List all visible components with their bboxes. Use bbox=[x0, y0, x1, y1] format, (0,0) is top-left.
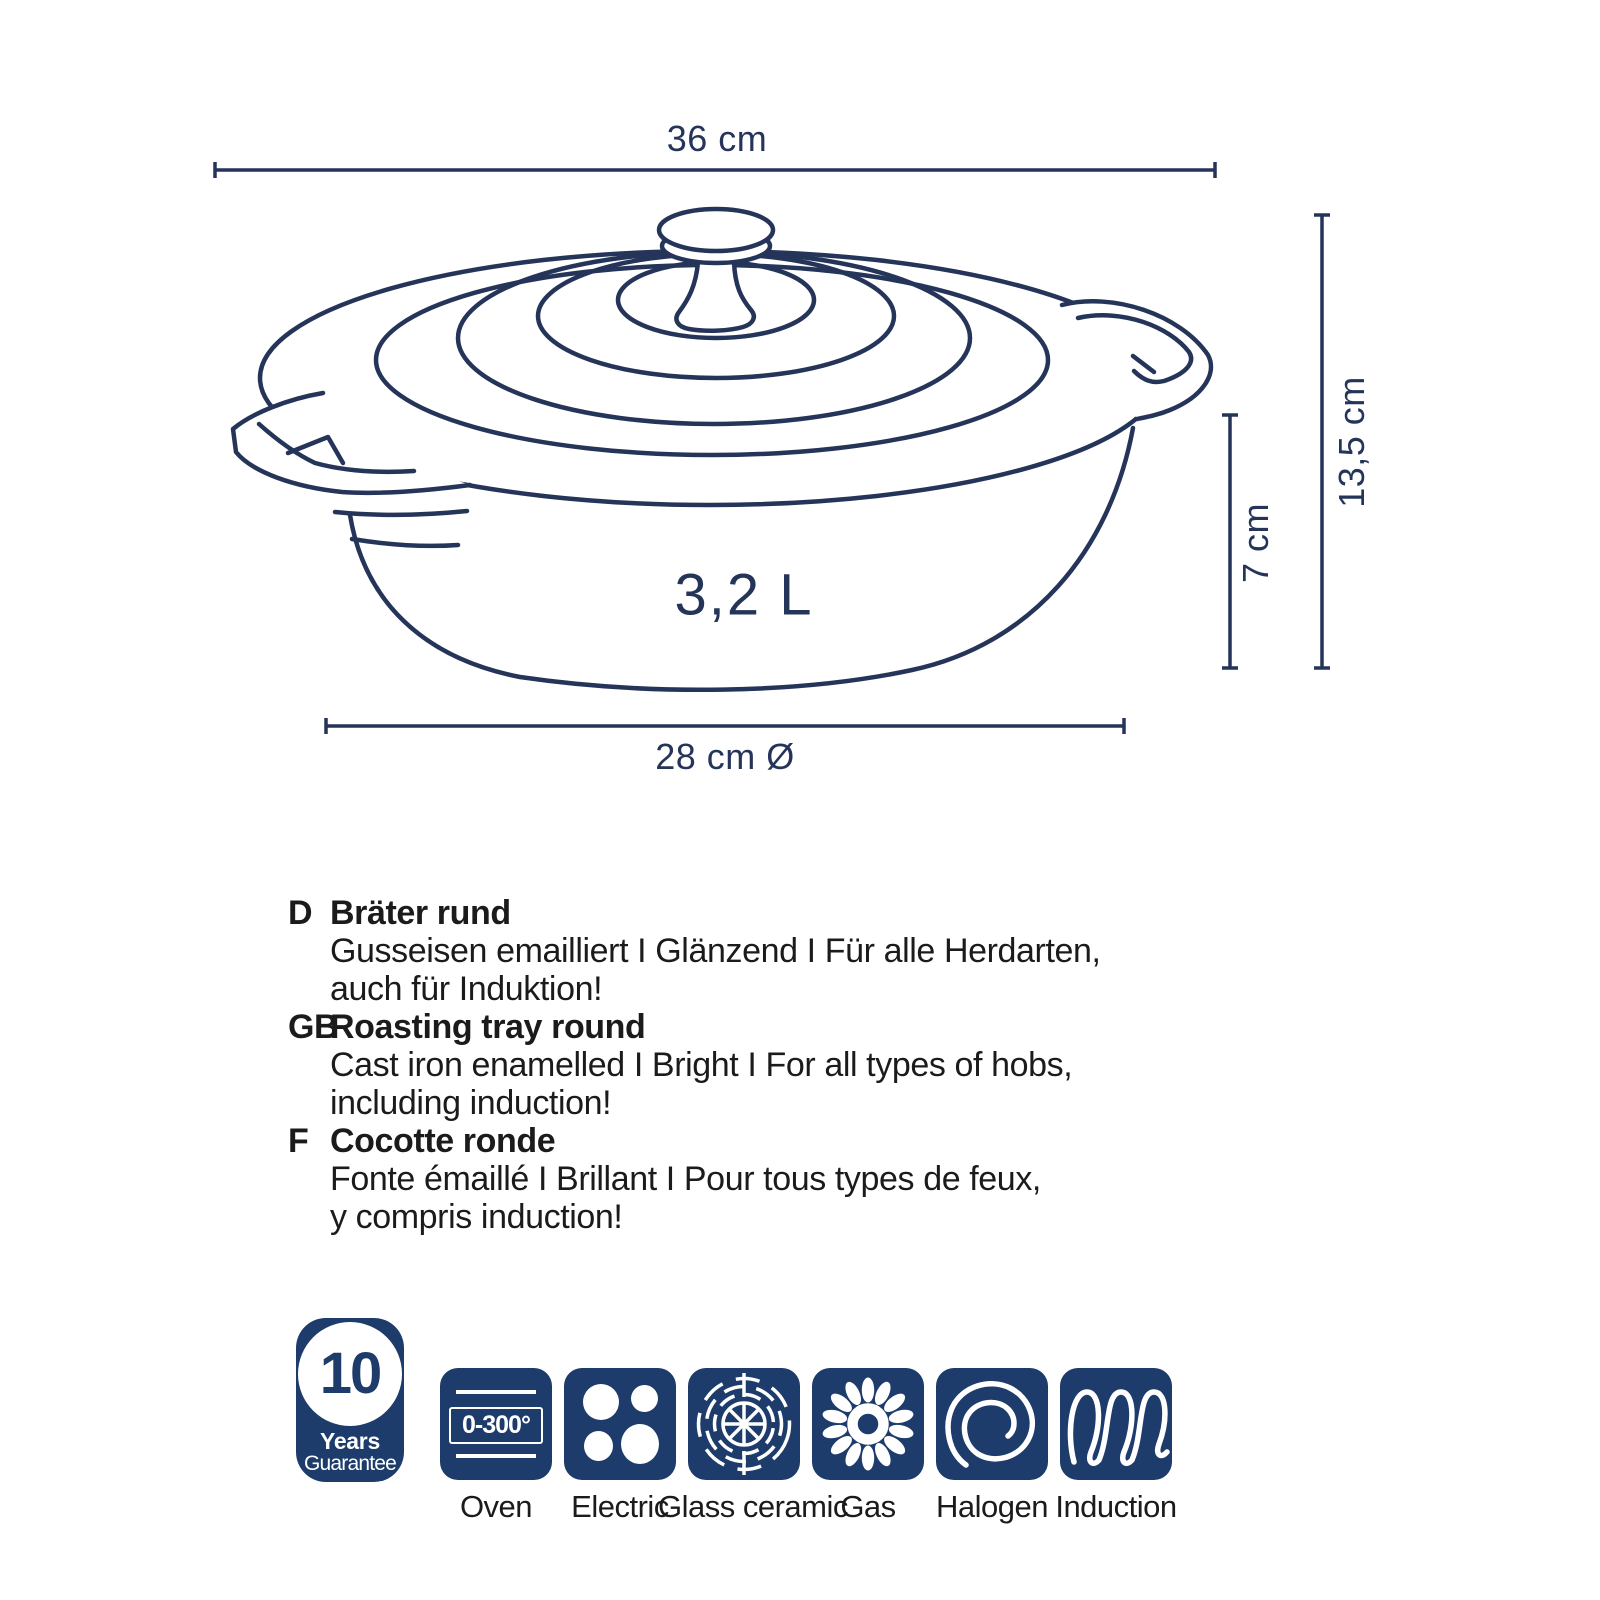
lang-code-de: D bbox=[288, 894, 313, 932]
hob-label-halogen: Halogen bbox=[936, 1489, 1048, 1524]
description-heading-fr bbox=[288, 1122, 1101, 1160]
knob-stem bbox=[676, 262, 753, 331]
hob-label-glass-ceramic: Glass ceramic bbox=[658, 1489, 848, 1524]
lang-code-fr: F bbox=[288, 1122, 309, 1160]
hob-label-oven: Oven bbox=[459, 1489, 533, 1524]
electric-plate bbox=[621, 1424, 659, 1464]
induction-hob-icon bbox=[1060, 1368, 1172, 1480]
oven-bottom-line bbox=[456, 1454, 536, 1458]
glass-ceramic-icon bbox=[688, 1368, 800, 1480]
dim-label-body-height: 7 cm bbox=[1235, 502, 1276, 584]
electric-plate bbox=[583, 1384, 619, 1420]
rim-shade-line bbox=[335, 511, 467, 515]
gas-hob-icon bbox=[812, 1368, 924, 1480]
electric-plate bbox=[584, 1431, 613, 1461]
induction-coil-glyph bbox=[1060, 1368, 1172, 1480]
hob-label-induction: Induction bbox=[1055, 1489, 1177, 1524]
oven-top-line bbox=[456, 1390, 536, 1394]
lang-code-gb: GB bbox=[288, 1008, 339, 1046]
dim-label-diameter: 28 cm Ø bbox=[655, 736, 795, 777]
oven-temp-box: 0-300° bbox=[449, 1407, 543, 1444]
product-title-de: Bräter rund bbox=[330, 894, 511, 932]
description-heading-gb bbox=[288, 1008, 1101, 1046]
halogen-hob-icon bbox=[936, 1368, 1048, 1480]
description-line-fr: y compris induction! bbox=[330, 1198, 623, 1236]
dim-label-total-height: 13,5 cm bbox=[1331, 376, 1372, 508]
description-line-gb: including induction! bbox=[330, 1084, 612, 1122]
dim-line-bottom bbox=[326, 718, 1124, 734]
guarantee-word-guarantee: Guarantee bbox=[303, 1452, 397, 1475]
guarantee-badge bbox=[296, 1318, 404, 1482]
dim-line-outer-height bbox=[1314, 215, 1330, 668]
product-title-gb: Roasting tray round bbox=[330, 1008, 646, 1046]
electric-plate bbox=[631, 1385, 658, 1412]
glass-ceramic-glyph bbox=[688, 1368, 800, 1480]
guarantee-number: 10 bbox=[319, 1341, 381, 1406]
oven-icon bbox=[440, 1368, 552, 1480]
description-heading-de bbox=[288, 894, 1101, 932]
product-title-fr: Cocotte ronde bbox=[330, 1122, 556, 1160]
dim-line-top bbox=[215, 162, 1215, 178]
hob-label-gas: Gas bbox=[840, 1489, 896, 1524]
description-line-gb: Cast iron enamelled I Bright I For all types of hobs, bbox=[330, 1046, 1073, 1084]
volume-label: 3,2 L bbox=[674, 562, 814, 628]
dim-label-width-total: 36 cm bbox=[666, 118, 768, 159]
description-line-fr: Fonte émaillé I Brillant I Pour tous types de feux, bbox=[330, 1160, 1041, 1198]
hob-label-electric: Electric bbox=[571, 1489, 669, 1524]
description-block bbox=[288, 894, 1101, 1236]
rim-shade-line bbox=[352, 539, 458, 546]
pot-body bbox=[350, 428, 1133, 690]
halogen-spiral-glyph bbox=[936, 1368, 1048, 1480]
description-line-de: auch für Induktion! bbox=[330, 970, 603, 1008]
knob-cap bbox=[659, 209, 773, 251]
electric-hob-icon bbox=[564, 1368, 676, 1480]
gas-flame-glyph bbox=[812, 1368, 924, 1480]
guarantee-word-years: Years bbox=[320, 1428, 380, 1454]
description-line-de: Gusseisen emailliert I Glänzend I Für alle Herdarten, bbox=[330, 932, 1101, 970]
